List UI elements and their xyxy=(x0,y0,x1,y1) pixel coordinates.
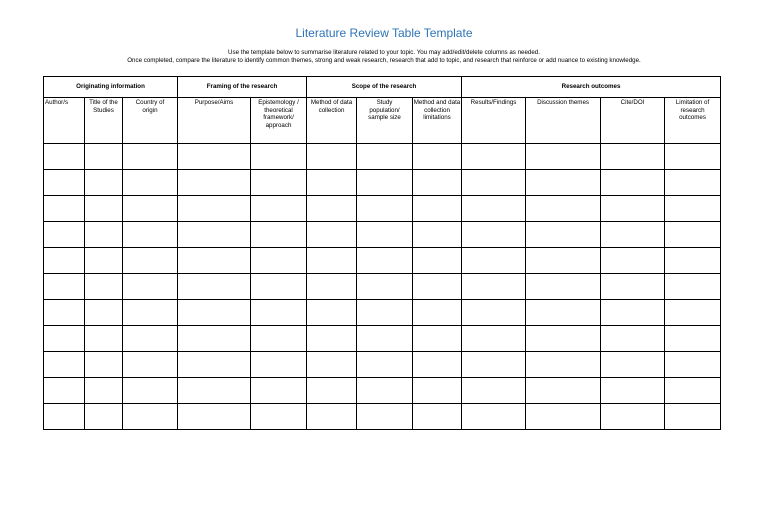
table-cell[interactable] xyxy=(526,404,601,430)
table-cell[interactable] xyxy=(413,196,462,222)
table-cell[interactable] xyxy=(665,274,721,300)
table-cell[interactable] xyxy=(601,248,665,274)
table-cell[interactable] xyxy=(85,248,123,274)
table-cell[interactable] xyxy=(251,170,307,196)
table-cell[interactable] xyxy=(462,352,526,378)
table-cell[interactable] xyxy=(178,274,251,300)
table-cell[interactable] xyxy=(251,274,307,300)
table-cell[interactable] xyxy=(44,144,85,170)
column-header xyxy=(665,98,721,144)
table-cell[interactable] xyxy=(44,352,85,378)
table-cell[interactable] xyxy=(85,196,123,222)
column-header xyxy=(526,98,601,144)
column-header-label: Epistemology / theoretical framework/ approach xyxy=(258,99,299,129)
table-cell[interactable] xyxy=(178,248,251,274)
document-title: Literature Review Table Template xyxy=(295,26,473,40)
table-cell[interactable] xyxy=(251,352,307,378)
table-cell[interactable] xyxy=(307,300,357,326)
table-cell[interactable] xyxy=(413,378,462,404)
table-cell[interactable] xyxy=(526,196,601,222)
table-row xyxy=(44,196,721,222)
group-scope-of-research: Scope of the research xyxy=(307,77,462,98)
table-cell[interactable] xyxy=(85,378,123,404)
column-header-label: Method of data collection xyxy=(310,99,353,114)
table-cell[interactable] xyxy=(413,248,462,274)
column-header-label: Limitation of research outcomes xyxy=(675,99,710,122)
table-cell[interactable] xyxy=(665,300,721,326)
table-cell[interactable] xyxy=(526,274,601,300)
table-cell[interactable] xyxy=(601,378,665,404)
table-cell[interactable] xyxy=(357,248,413,274)
table-cell[interactable] xyxy=(665,378,721,404)
table-cell[interactable] xyxy=(307,222,357,248)
column-header xyxy=(601,98,665,144)
table-cell[interactable] xyxy=(462,300,526,326)
intro-text xyxy=(0,49,768,65)
column-header xyxy=(357,98,413,144)
table-cell[interactable] xyxy=(462,144,526,170)
table-cell[interactable] xyxy=(357,222,413,248)
table-row xyxy=(44,222,721,248)
intro-line-1: Use the template below to summarise literature related to your topic. You may add/edit/delete columns as needed. xyxy=(228,49,540,56)
column-header-label: Country of origin xyxy=(135,99,165,114)
table-cell[interactable] xyxy=(462,248,526,274)
table-cell[interactable] xyxy=(307,170,357,196)
table-cell[interactable] xyxy=(357,274,413,300)
table-cell[interactable] xyxy=(123,274,178,300)
table-cell[interactable] xyxy=(251,326,307,352)
column-header xyxy=(462,98,526,144)
table-cell[interactable] xyxy=(85,300,123,326)
literature-review-table xyxy=(43,76,721,430)
table-cell[interactable] xyxy=(357,300,413,326)
table-cell[interactable] xyxy=(413,404,462,430)
table-cell[interactable] xyxy=(526,352,601,378)
table-cell[interactable] xyxy=(307,326,357,352)
table-row xyxy=(44,248,721,274)
table-cell[interactable] xyxy=(251,144,307,170)
table-cell[interactable] xyxy=(413,274,462,300)
table-cell[interactable] xyxy=(123,300,178,326)
column-header xyxy=(251,98,307,144)
group-header-row xyxy=(44,77,721,98)
table-cell[interactable] xyxy=(44,378,85,404)
table-cell[interactable] xyxy=(123,248,178,274)
table-cell[interactable] xyxy=(526,326,601,352)
table-cell[interactable] xyxy=(665,248,721,274)
table-cell[interactable] xyxy=(462,404,526,430)
table-cell[interactable] xyxy=(251,196,307,222)
table-cell[interactable] xyxy=(601,222,665,248)
table-cell[interactable] xyxy=(307,248,357,274)
table-cell[interactable] xyxy=(665,222,721,248)
table-cell[interactable] xyxy=(85,144,123,170)
table-cell[interactable] xyxy=(178,378,251,404)
column-header-label: Study population/ sample size xyxy=(368,99,401,122)
table-cell[interactable] xyxy=(178,170,251,196)
table-cell[interactable] xyxy=(251,300,307,326)
table-cell[interactable] xyxy=(462,378,526,404)
table-cell[interactable] xyxy=(462,274,526,300)
table-cell[interactable] xyxy=(665,352,721,378)
table-cell[interactable] xyxy=(307,144,357,170)
table-cell[interactable] xyxy=(123,326,178,352)
table-cell[interactable] xyxy=(601,274,665,300)
table-cell[interactable] xyxy=(44,196,85,222)
table-row xyxy=(44,404,721,430)
table-cell[interactable] xyxy=(307,196,357,222)
table-cell[interactable] xyxy=(665,170,721,196)
table-cell[interactable] xyxy=(44,404,85,430)
table-cell[interactable] xyxy=(178,352,251,378)
table-cell[interactable] xyxy=(665,326,721,352)
column-header xyxy=(85,98,123,144)
column-header xyxy=(413,98,462,144)
table-cell[interactable] xyxy=(85,326,123,352)
table-cell[interactable] xyxy=(123,144,178,170)
table-cell[interactable] xyxy=(526,222,601,248)
column-header-label: Author/s xyxy=(45,99,69,106)
table-row xyxy=(44,170,721,196)
table-cell[interactable] xyxy=(85,274,123,300)
column-header-label: Purpose/Aims xyxy=(194,99,234,106)
table-cell[interactable] xyxy=(665,404,721,430)
table-cell[interactable] xyxy=(44,222,85,248)
table-cell[interactable] xyxy=(357,352,413,378)
group-framing-of-research: Framing of the research xyxy=(178,77,307,98)
table-row xyxy=(44,326,721,352)
table-cell[interactable] xyxy=(601,352,665,378)
table-cell[interactable] xyxy=(462,170,526,196)
table-cell[interactable] xyxy=(123,404,178,430)
column-header xyxy=(307,98,357,144)
table-cell[interactable] xyxy=(251,404,307,430)
column-header-label: Results/Findings xyxy=(470,99,517,106)
table-cell[interactable] xyxy=(44,274,85,300)
table-row xyxy=(44,300,721,326)
table-cell[interactable] xyxy=(178,300,251,326)
table-cell[interactable] xyxy=(526,144,601,170)
table-cell[interactable] xyxy=(85,170,123,196)
table-cell[interactable] xyxy=(413,170,462,196)
table-cell[interactable] xyxy=(44,326,85,352)
table-cell[interactable] xyxy=(462,326,526,352)
table-row xyxy=(44,274,721,300)
table-row xyxy=(44,352,721,378)
group-research-outcomes: Research outcomes xyxy=(462,77,721,98)
table-cell[interactable] xyxy=(601,196,665,222)
table-cell[interactable] xyxy=(123,378,178,404)
table-cell[interactable] xyxy=(251,222,307,248)
table-cell[interactable] xyxy=(357,326,413,352)
table-cell[interactable] xyxy=(307,404,357,430)
table-cell[interactable] xyxy=(44,248,85,274)
table-cell[interactable] xyxy=(251,378,307,404)
table-cell[interactable] xyxy=(123,170,178,196)
table-row xyxy=(44,144,721,170)
table-cell[interactable] xyxy=(526,300,601,326)
table-cell[interactable] xyxy=(178,144,251,170)
column-header-row xyxy=(44,98,721,144)
table-cell[interactable] xyxy=(413,352,462,378)
table-cell[interactable] xyxy=(44,170,85,196)
column-header-label: Method and data collection limitations xyxy=(413,99,461,122)
table-cell[interactable] xyxy=(413,144,462,170)
table-cell[interactable] xyxy=(307,352,357,378)
table-cell[interactable] xyxy=(601,404,665,430)
table-body xyxy=(44,144,721,430)
column-header xyxy=(44,98,85,144)
table-cell[interactable] xyxy=(85,404,123,430)
table-cell[interactable] xyxy=(123,222,178,248)
table-cell[interactable] xyxy=(357,144,413,170)
table-cell[interactable] xyxy=(413,300,462,326)
table-cell[interactable] xyxy=(601,326,665,352)
table-cell[interactable] xyxy=(526,170,601,196)
column-header-label: Title of the Studies xyxy=(89,99,118,114)
table-row xyxy=(44,378,721,404)
table-cell[interactable] xyxy=(307,378,357,404)
table-cell[interactable] xyxy=(307,274,357,300)
table-cell[interactable] xyxy=(665,196,721,222)
table-cell[interactable] xyxy=(526,378,601,404)
intro-line-2: Once completed, compare the literature to identify common themes, strong and weak research, research that add to topic, and research that reinforce or add nuance to existing knowledge. xyxy=(127,57,641,64)
table-cell[interactable] xyxy=(178,222,251,248)
column-header xyxy=(178,98,251,144)
column-header-label: Discussion themes xyxy=(537,99,589,106)
table-cell[interactable] xyxy=(251,248,307,274)
table-cell[interactable] xyxy=(413,222,462,248)
table-cell[interactable] xyxy=(178,326,251,352)
table-cell[interactable] xyxy=(413,326,462,352)
table-cell[interactable] xyxy=(462,196,526,222)
table-cell[interactable] xyxy=(462,222,526,248)
table-cell[interactable] xyxy=(178,404,251,430)
table-cell[interactable] xyxy=(85,352,123,378)
table-cell[interactable] xyxy=(85,222,123,248)
table-cell[interactable] xyxy=(601,144,665,170)
table-cell[interactable] xyxy=(44,300,85,326)
table-cell[interactable] xyxy=(357,378,413,404)
column-header xyxy=(123,98,178,144)
table-cell[interactable] xyxy=(526,248,601,274)
table-cell[interactable] xyxy=(601,300,665,326)
table-cell[interactable] xyxy=(357,170,413,196)
column-header-label: Cite/DOI xyxy=(620,99,645,106)
table-cell[interactable] xyxy=(178,196,251,222)
table-cell[interactable] xyxy=(601,170,665,196)
table-cell[interactable] xyxy=(123,196,178,222)
table-cell[interactable] xyxy=(357,404,413,430)
table-cell[interactable] xyxy=(357,196,413,222)
table-cell[interactable] xyxy=(665,144,721,170)
group-originating-information: Originating information xyxy=(44,77,178,98)
table-cell[interactable] xyxy=(123,352,178,378)
